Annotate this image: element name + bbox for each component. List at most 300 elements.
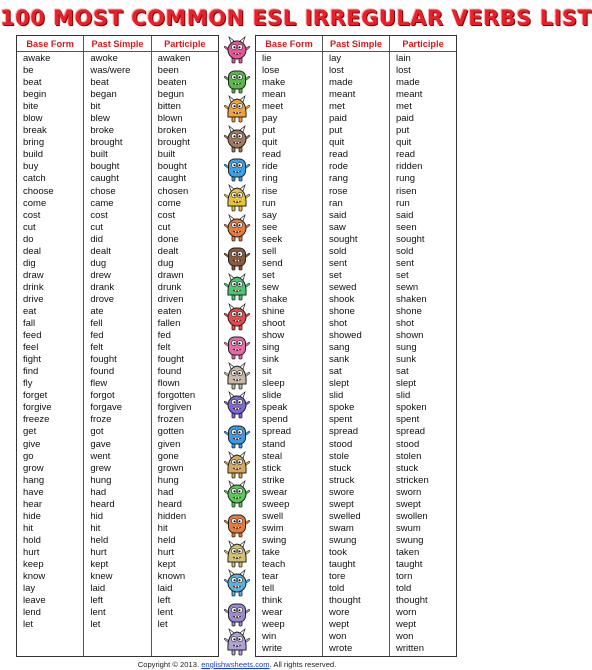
verb-cell: sung [396, 342, 417, 354]
verb-cell: knew [90, 571, 113, 583]
verb-cell: eat [23, 305, 37, 317]
verb-cell: caught [90, 173, 119, 185]
verb-cell: set [262, 269, 275, 281]
verb-cell: swell [262, 510, 284, 522]
verb-cell: hear [23, 498, 43, 510]
verb-cell: fell [90, 318, 103, 330]
verb-cell: caught [157, 173, 187, 185]
verb-cell: fed [157, 330, 171, 342]
verb-cell: meant [396, 89, 423, 101]
column-base-form [256, 52, 323, 656]
verb-cell: stuck [329, 462, 352, 474]
verb-cell: blow [23, 113, 43, 125]
verb-cell: hurt [90, 546, 107, 558]
verb-cell: say [262, 209, 277, 221]
verb-cell: sunk [396, 354, 417, 366]
verb-cell: swung [329, 534, 357, 546]
verb-cell: swelled [329, 510, 361, 522]
verb-cell: bought [90, 161, 120, 173]
verb-cell: shone [329, 305, 355, 317]
verb-cell: sold [329, 245, 347, 257]
verb-cell: chose [90, 185, 116, 197]
verb-cell: frozen [157, 414, 185, 426]
verb-cell: laid [90, 583, 106, 595]
verb-cell: thought [329, 595, 361, 607]
verb-cell: think [262, 595, 283, 607]
verb-cell: catch [23, 173, 46, 185]
monster-icon [224, 510, 250, 538]
verb-cell: dig [23, 257, 36, 269]
verb-cell: read [262, 149, 282, 161]
verb-cell: torn [396, 571, 413, 583]
verbs-table-right [255, 35, 457, 657]
verb-cell: hidden [157, 510, 187, 522]
verb-cell: speak [262, 402, 288, 414]
verb-cell: stand [262, 438, 286, 450]
verb-cell: grew [90, 462, 111, 474]
verb-cell: swim [262, 522, 284, 534]
verb-cell: spread [329, 426, 359, 438]
verb-cell: beaten [157, 77, 187, 89]
verb-cell: sought [329, 233, 358, 245]
verb-cell: choose [23, 185, 54, 197]
site-link[interactable]: englishwsheets.com [201, 660, 270, 669]
verb-cell: spend [262, 414, 288, 426]
verb-cell: taught [396, 558, 423, 570]
verb-cell: rung [396, 173, 416, 185]
verb-cell: drove [90, 293, 115, 305]
verb-cell: be [23, 65, 34, 77]
verb-cell: let [90, 619, 101, 631]
verb-cell: do [23, 233, 34, 245]
verb-cell: give [23, 438, 41, 450]
verb-cell: flown [157, 378, 180, 390]
verb-cell: get [23, 426, 37, 438]
verb-cell: lain [396, 53, 411, 64]
verb-cell: held [90, 534, 109, 546]
verb-cell: stick [262, 462, 281, 474]
verb-cell: see [262, 221, 278, 233]
verb-cell: spoken [396, 402, 427, 414]
verb-cell: built [157, 149, 176, 161]
verb-cell: drawn [157, 269, 184, 281]
verb-cell: go [23, 450, 34, 462]
copyright-text: Copyright © 2013. [137, 660, 200, 669]
monster-icon [224, 421, 250, 449]
verb-cell: wore [329, 607, 350, 619]
monster-icon [224, 628, 250, 656]
verb-cell: hit [90, 522, 101, 534]
verb-cell: flew [90, 378, 108, 390]
verb-cell: wept [329, 619, 350, 631]
verb-cell: beat [90, 77, 109, 89]
column-past-simple [84, 52, 151, 656]
verb-cell: ride [262, 161, 278, 173]
verb-cell: said [329, 209, 347, 221]
verb-cell: let [23, 619, 34, 631]
verb-cell: read [396, 149, 416, 161]
verb-cell: forget [23, 390, 48, 402]
verb-cell: sink [262, 354, 279, 366]
verb-cell: felt [90, 342, 104, 354]
verb-cell: written [396, 643, 424, 655]
verb-cell: ring [262, 173, 278, 185]
verb-cell: stuck [396, 462, 419, 474]
verb-cell: kept [157, 558, 176, 570]
verb-cell: began [90, 89, 117, 101]
verb-cell: paid [396, 113, 414, 125]
verb-cell: dug [90, 257, 107, 269]
verb-cell: fought [157, 354, 185, 366]
verb-cell: forgot [90, 390, 115, 402]
monster-icon [224, 569, 250, 597]
monster-icon [224, 599, 250, 627]
table-header [17, 36, 218, 52]
verb-cell: dug [157, 257, 174, 269]
verb-cell: win [262, 631, 277, 643]
verb-cell: won [396, 631, 414, 643]
verb-cell: drunk [157, 281, 182, 293]
verb-cell: hurt [157, 546, 175, 558]
monster-icon [224, 391, 250, 419]
header-participle: Participle [164, 39, 206, 49]
verb-cell: seek [262, 233, 283, 245]
verb-cell: swollen [396, 510, 428, 522]
verb-cell: drive [23, 293, 44, 305]
monster-illustrations [221, 35, 253, 657]
verb-cell: broke [90, 125, 115, 137]
verb-cell: tore [329, 571, 346, 583]
verb-cell: quit [329, 137, 345, 149]
table-header [256, 36, 456, 52]
verb-cell: begun [157, 89, 185, 101]
verb-cell: lose [262, 65, 280, 77]
monster-icon [224, 362, 250, 390]
verb-cell: fought [90, 354, 117, 366]
header-past-simple: Past Simple [84, 36, 151, 51]
verb-cell: sew [262, 281, 279, 293]
column-participle [152, 52, 218, 656]
verb-cell: stood [329, 438, 353, 450]
verb-cell: stricken [396, 474, 429, 486]
verb-cell: heard [157, 498, 182, 510]
verb-cell: made [396, 77, 420, 89]
verb-cell: sat [329, 366, 342, 378]
verb-cell: eaten [157, 305, 182, 317]
verb-cell: been [157, 65, 179, 77]
verb-cell: ran [329, 197, 343, 209]
verb-cell: done [157, 233, 179, 245]
verb-cell: kept [90, 558, 109, 570]
verb-cell: wear [262, 607, 283, 619]
verb-cell: tear [262, 571, 279, 583]
verb-cell: leave [23, 595, 46, 607]
verb-cell: made [329, 77, 353, 89]
verb-cell: lent [157, 607, 173, 619]
verb-cell: put [329, 125, 343, 137]
verb-cell: awoke [90, 53, 118, 64]
verb-cell: spent [396, 414, 420, 426]
verb-cell: tell [262, 583, 275, 595]
verb-cell: slid [329, 390, 344, 402]
copyright-footer [0, 659, 474, 670]
verb-cell: run [262, 197, 276, 209]
verb-cell: gave [90, 438, 111, 450]
verb-cell: steal [262, 450, 283, 462]
verb-cell: meet [262, 101, 284, 113]
verb-cell: drew [90, 269, 111, 281]
verb-cell: beat [23, 77, 42, 89]
verb-cell: held [157, 534, 176, 546]
verb-cell: slept [396, 378, 417, 390]
verb-cell: cut [90, 221, 104, 233]
verb-cell: quit [262, 137, 278, 149]
monster-icon [224, 303, 250, 331]
verb-cell: spent [329, 414, 353, 426]
monster-icon [224, 66, 250, 94]
verb-cell: built [90, 149, 108, 161]
verb-cell: chosen [157, 185, 189, 197]
verb-cell: sat [396, 366, 409, 378]
verb-cell: bring [23, 137, 45, 149]
verb-cell: shot [329, 318, 347, 330]
monster-icon [224, 451, 250, 479]
verb-cell: fed [90, 330, 104, 342]
verb-cell: taught [329, 558, 356, 570]
verb-cell: spoke [329, 402, 355, 414]
verb-cell: sought [396, 233, 425, 245]
verb-cell: lay [329, 53, 342, 64]
verb-cell: shoot [262, 318, 286, 330]
verb-cell: fallen [157, 318, 181, 330]
verb-cell: fight [23, 354, 41, 366]
verb-cell: found [90, 366, 115, 378]
rights-text: . All rights reserved. [269, 660, 337, 669]
verb-cell: had [157, 486, 174, 498]
verb-cell: shine [262, 305, 285, 317]
verb-cell: come [157, 197, 181, 209]
verb-cell: set [329, 269, 342, 281]
verb-cell: did [90, 233, 104, 245]
verb-cell: ate [90, 305, 104, 317]
verb-cell: lent [90, 607, 106, 619]
verb-cell: wept [396, 619, 417, 631]
verb-cell: rode [329, 161, 349, 173]
verb-cell: set [396, 269, 409, 281]
verb-cell: lay [23, 583, 36, 595]
verb-cell: have [23, 486, 44, 498]
verb-cell: swung [396, 534, 424, 546]
verb-cell: find [23, 366, 39, 378]
verb-cell: sweep [262, 498, 290, 510]
verb-cell: known [157, 571, 186, 583]
verb-cell: slept [329, 378, 350, 390]
verb-cell: shake [262, 293, 288, 305]
verb-cell: shaken [396, 293, 427, 305]
verb-cell: dealt [157, 245, 179, 257]
verb-cell: sleep [262, 378, 285, 390]
verb-cell: sang [329, 342, 350, 354]
verb-cell: brought [90, 137, 123, 149]
verb-cell: seen [396, 221, 417, 233]
verb-cell: swing [262, 534, 287, 546]
verb-cell: found [157, 366, 182, 378]
verb-cell: take [262, 546, 280, 558]
verb-cell: drank [90, 281, 115, 293]
verb-cell: swept [329, 498, 354, 510]
verb-cell: strike [262, 474, 285, 486]
verb-cell: paid [329, 113, 347, 125]
verb-cell: sold [396, 245, 414, 257]
verb-cell: bought [157, 161, 187, 173]
verb-cell: gotten [157, 426, 185, 438]
verb-cell: grown [157, 462, 184, 474]
monster-icon [224, 125, 250, 153]
verb-cell: begin [23, 89, 47, 101]
page-title: 100 MOST COMMON ESL IRREGULAR VERBS LIST [0, 6, 592, 30]
verb-cell: hid [90, 510, 104, 522]
verb-cell: went [90, 450, 111, 462]
verb-cell: rang [329, 173, 349, 185]
verb-cell: spread [262, 426, 292, 438]
verb-cell: swum [396, 522, 421, 534]
verb-cell: sank [329, 354, 350, 366]
verb-cell: buy [23, 161, 39, 173]
column-past-simple [323, 52, 390, 656]
verb-cell: meant [329, 89, 356, 101]
verb-cell: driven [157, 293, 184, 305]
verb-cell: stole [329, 450, 350, 462]
monster-icon [224, 243, 250, 271]
verb-cell: rose [329, 185, 348, 197]
header-base-form: Base Form [256, 36, 323, 51]
monster-icon [224, 214, 250, 242]
verb-cell: got [90, 426, 104, 438]
verb-cell: struck [329, 474, 355, 486]
verb-cell: swore [329, 486, 355, 498]
verb-cell: shook [329, 293, 355, 305]
verb-cell: send [262, 257, 283, 269]
verb-cell: was/were [90, 65, 131, 77]
verb-cell: cost [23, 209, 41, 221]
verb-cell: brought [157, 137, 190, 149]
verb-cell: sing [262, 342, 280, 354]
monster-icon [224, 154, 250, 182]
verb-cell: mean [262, 89, 286, 101]
verb-cell: shown [396, 330, 424, 342]
verb-cell: stood [396, 438, 420, 450]
verb-cell: hang [23, 474, 45, 486]
verb-cell: swear [262, 486, 288, 498]
verb-cell: hit [157, 522, 168, 534]
verb-cell: gone [157, 450, 179, 462]
verb-cell: feed [23, 330, 42, 342]
verb-cell: wrote [329, 643, 353, 655]
verb-cell: read [329, 149, 349, 161]
verb-cell: put [396, 125, 410, 137]
verb-cell: keep [23, 558, 44, 570]
verb-cell: blown [157, 113, 183, 125]
verb-cell: fall [23, 318, 36, 330]
column-base-form [17, 52, 84, 656]
verb-cell: hold [23, 534, 41, 546]
verb-cell: left [157, 595, 171, 607]
header-base-form: Base Form [17, 36, 84, 51]
verb-cell: hung [90, 474, 112, 486]
verb-cell: build [23, 149, 44, 161]
verb-cell: make [262, 77, 286, 89]
verb-cell: met [396, 101, 412, 113]
monster-icon [224, 273, 250, 301]
verb-cell: had [90, 486, 107, 498]
verb-cell: drink [23, 281, 44, 293]
verb-cell: saw [329, 221, 346, 233]
header-past-simple: Past Simple [323, 36, 390, 51]
verb-cell: came [90, 197, 114, 209]
verb-cell: ridden [396, 161, 423, 173]
verb-cell: told [396, 583, 412, 595]
verb-cell: hit [23, 522, 34, 534]
verb-cell: slide [262, 390, 282, 402]
verb-cell: come [23, 197, 47, 209]
verb-cell: let [157, 619, 168, 631]
verb-cell: sewn [396, 281, 419, 293]
verb-cell: cut [157, 221, 171, 233]
verb-cell: stolen [396, 450, 422, 462]
monster-icon [224, 332, 250, 360]
verb-cell: risen [396, 185, 417, 197]
verb-cell: shot [396, 318, 414, 330]
verb-cell: lost [329, 65, 344, 77]
verb-cell: won [329, 631, 347, 643]
verb-cell: forgave [90, 402, 123, 414]
verb-cell: said [396, 209, 414, 221]
verb-cell: cost [90, 209, 108, 221]
verb-cell: taken [396, 546, 420, 558]
verb-cell: hide [23, 510, 41, 522]
verb-cell: break [23, 125, 47, 137]
verb-cell: rise [262, 185, 278, 197]
verb-cell: freeze [23, 414, 50, 426]
verb-cell: sent [329, 257, 347, 269]
verb-cell: laid [157, 583, 173, 595]
verb-cell: heard [90, 498, 115, 510]
verb-cell: sell [262, 245, 277, 257]
verb-cell: bite [23, 101, 39, 113]
verb-cell: put [262, 125, 276, 137]
verb-cell: fly [23, 378, 33, 390]
verb-cell: draw [23, 269, 44, 281]
verb-cell: thought [396, 595, 428, 607]
verb-cell: bitten [157, 101, 181, 113]
verb-cell: cut [23, 221, 36, 233]
column-participle [390, 52, 456, 656]
verb-cell: lie [262, 53, 272, 64]
verb-cell: sent [396, 257, 414, 269]
verb-cell: deal [23, 245, 41, 257]
verb-cell: worn [396, 607, 417, 619]
verbs-table-left [16, 35, 219, 657]
verb-cell: met [329, 101, 345, 113]
verb-cell: write [262, 643, 283, 655]
verb-cell: forgiven [157, 402, 192, 414]
verb-cell: shone [396, 305, 422, 317]
verb-cell: show [262, 330, 285, 342]
verb-cell: froze [90, 414, 112, 426]
verb-cell: spread [396, 426, 426, 438]
verb-cell: bit [90, 101, 101, 113]
verb-cell: felt [157, 342, 171, 354]
